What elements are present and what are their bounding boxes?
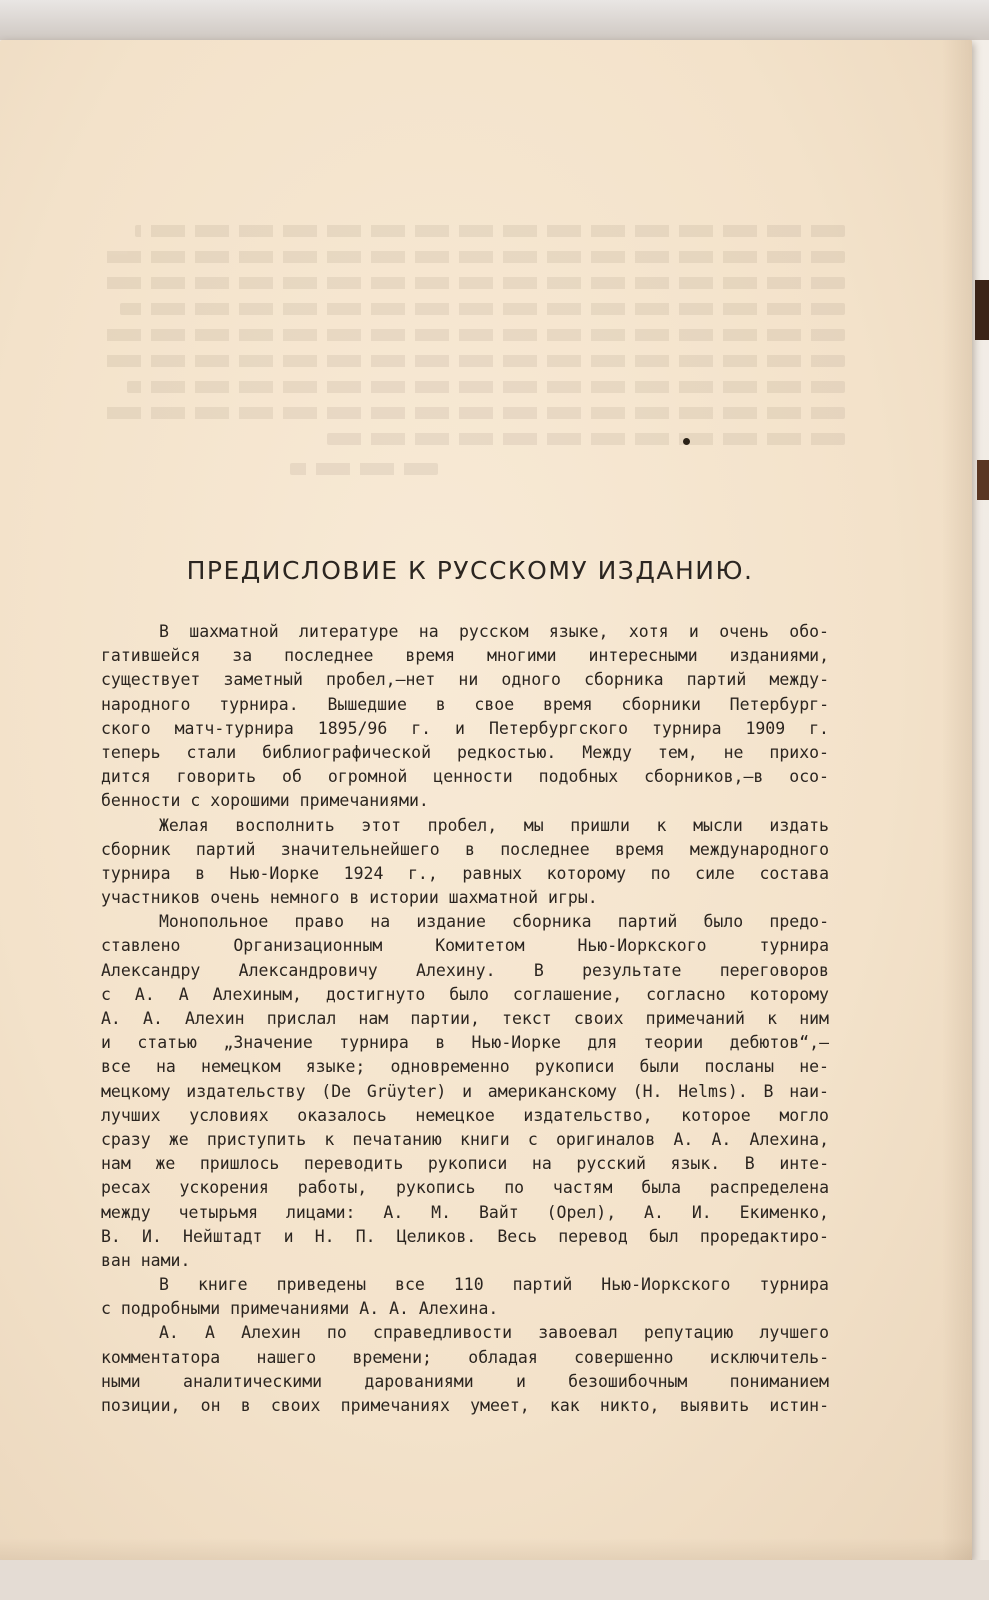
text-line: позиции, он в своих примечаниях умеет, как никто, выявить истин- xyxy=(101,1396,829,1415)
text-line: с подробными примечаниями А. А. Алехина. xyxy=(101,1299,499,1319)
text-line: гатившейся за последнее время многими интересными изданиями, xyxy=(101,646,829,666)
text-line: теперь стали библиографической редкостью. Между тем, не прихо- xyxy=(101,742,829,762)
scan-background-top xyxy=(0,0,989,40)
text-line: сразу же приступить к печатанию книги с оригиналов А. А. Алехина, xyxy=(101,1129,829,1149)
text-line: с А. А Алехиным, достигнуто было соглашение, согласно которому xyxy=(101,984,829,1004)
text-line: бенности с хорошими примечаниями. xyxy=(101,791,429,811)
binding-mark xyxy=(975,280,989,340)
text-line: народного турнира. Вышедшие в свое время сборники Петербург- xyxy=(101,694,829,714)
scan-background-bottom xyxy=(0,1560,989,1600)
text-line: все на немецком языке; одновременно рукописи были посланы не- xyxy=(101,1057,829,1077)
page-shadow-bottom xyxy=(0,1538,972,1560)
text-line: участников очень немного в истории шахматной игры. xyxy=(101,888,598,908)
text-line: ставлено Организационным Комитетом Нью-Иоркского турнира xyxy=(101,936,829,956)
text-line: сборник партий значительнейшего в последнее время международного xyxy=(101,839,829,859)
binding-mark xyxy=(977,460,989,500)
text-line: существует заметный пробел,—нет ни одного сборника партий между- xyxy=(101,670,829,690)
text-line: Монопольное право на издание сборника партий было предо- xyxy=(159,912,829,932)
text-line: Желая восполнить этот пробел, мы пришли к мысли издать xyxy=(159,815,829,835)
text-line: ского матч-турнира 1895/96 г. и Петербургского турнира 1909 г. xyxy=(101,718,829,738)
text-line: ван нами. xyxy=(101,1250,191,1270)
show-through-text xyxy=(105,225,845,489)
text-line: А. А. Алехин прислал нам партии, текст своих примечаний к ним xyxy=(101,1009,829,1028)
book-page xyxy=(0,40,972,1560)
ink-speck xyxy=(683,438,690,445)
text-line: ресах ускорения работы, рукопись по частям была распределена xyxy=(101,1178,829,1198)
page-title: ПРЕДИСЛОВИЕ К РУССКОМУ ИЗДАНИЮ. xyxy=(186,556,754,585)
text-line: между четырьмя лицами: А. М. Вайт (Орел), А. И. Екименко, xyxy=(101,1202,829,1222)
text-line: нам же пришлось переводить рукописи на русский язык. В инте- xyxy=(101,1154,829,1174)
text-line: дится говорить об огромной ценности подобных сборников,—в осо- xyxy=(101,767,829,787)
text-line: В. И. Нейштадт и Н. П. Целиков. Весь перевод был проредактиро- xyxy=(101,1226,829,1246)
text-line: мецкому издательству (De Grüyter) и американскому (H. Helms). В наи- xyxy=(101,1081,829,1101)
text-line: ными аналитическими дарованиями и безошибочным пониманием xyxy=(101,1371,829,1391)
preface-body xyxy=(101,620,829,1418)
text-line: лучших условиях оказалось немецкое издательство, которое могло xyxy=(101,1105,829,1125)
text-line: В шахматной литературе на русском языке, хотя и очень обо- xyxy=(159,622,829,641)
text-line: А. А Алехин по справедливости завоевал репутацию лучшего xyxy=(159,1323,829,1343)
text-line: Александру Александровичу Алехину. В результате переговоров xyxy=(101,960,829,980)
text-line: турнира в Нью-Иорке 1924 г., равных которому по силе состава xyxy=(101,863,829,883)
text-line: комментатора нашего времени; обладая совершенно исключитель- xyxy=(101,1347,829,1367)
text-line: и статью „Значение турнира в Нью-Иорке для теории дебютов“,— xyxy=(101,1033,829,1053)
text-line: В книге приведены все 110 партий Нью-Иоркского турнира xyxy=(159,1275,829,1295)
page-shadow-right xyxy=(942,40,972,1560)
